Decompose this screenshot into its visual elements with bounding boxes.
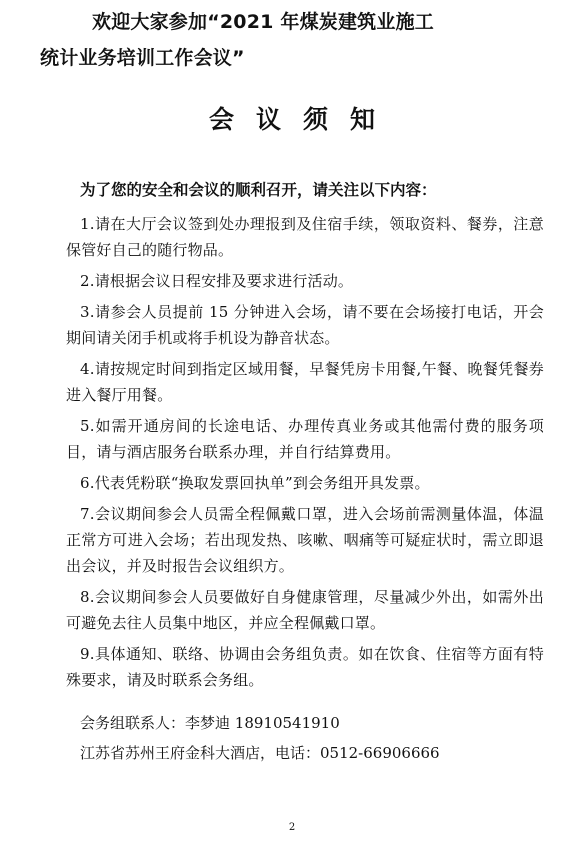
notice-item-6: 6.代表凭粉联“换取发票回执单”到会务组开具发票。 <box>80 474 430 492</box>
notice-item-1: 1.请在大厅会议签到处办理报到及住宿手续，领取资料、餐券，注意保管好自己的随行物品。 <box>66 215 544 259</box>
welcome-banner-line-2: 统计业务培训工作会议” <box>40 47 245 69</box>
notice-item-4: 4.请按规定时间到指定区域用餐，早餐凭房卡用餐,午餐、晚餐凭餐券进入餐厅用餐。 <box>66 360 544 404</box>
document-title: 会议须知 <box>208 105 397 134</box>
notice-item-5: 5.如需开通房间的长途电话、办理传真业务或其他需付费的服务项目，请与酒店服务台联系办理，并自行结算费用。 <box>66 417 544 461</box>
intro-text: 为了您的安全和会议的顺利召开，请关注以下内容： <box>80 181 437 199</box>
notice-item-3: 3.请参会人员提前 15 分钟进入会场，请不要在会场接打电话，开会期间请关闭手机或将手机设为静音状态。 <box>66 303 544 347</box>
notice-item-7: 7.会议期间参会人员需全程佩戴口罩，进入会场前需测量体温，体温正常方可进入会场；若出现发热、咳嗽、咽痛等可疑症状时，需立即退出会议，并及时报告会议组织方。 <box>66 505 544 575</box>
notice-item-8: 8.会议期间参会人员要做好自身健康管理，尽量减少外出，如需外出可避免去往人员集中地区，并应全程佩戴口罩。 <box>66 588 544 632</box>
welcome-banner <box>40 4 560 76</box>
notice-item-2: 2.请根据会议日程安排及要求进行活动。 <box>80 272 354 290</box>
contact-person: 会务组联系人：李梦迪 18910541910 <box>80 714 340 732</box>
page-number: 2 <box>288 822 296 833</box>
notice-list <box>66 211 544 698</box>
welcome-banner-line-1: 欢迎大家参加“2021 年煤炭建筑业施工 <box>92 11 434 33</box>
notice-item-9: 9.具体通知、联络、协调由会务组负责。如在饮食、住宿等方面有特殊要求，请及时联系会务组。 <box>66 645 544 689</box>
hotel-contact: 江苏省苏州王府金科大酒店，电话：0512-66906666 <box>80 744 440 762</box>
